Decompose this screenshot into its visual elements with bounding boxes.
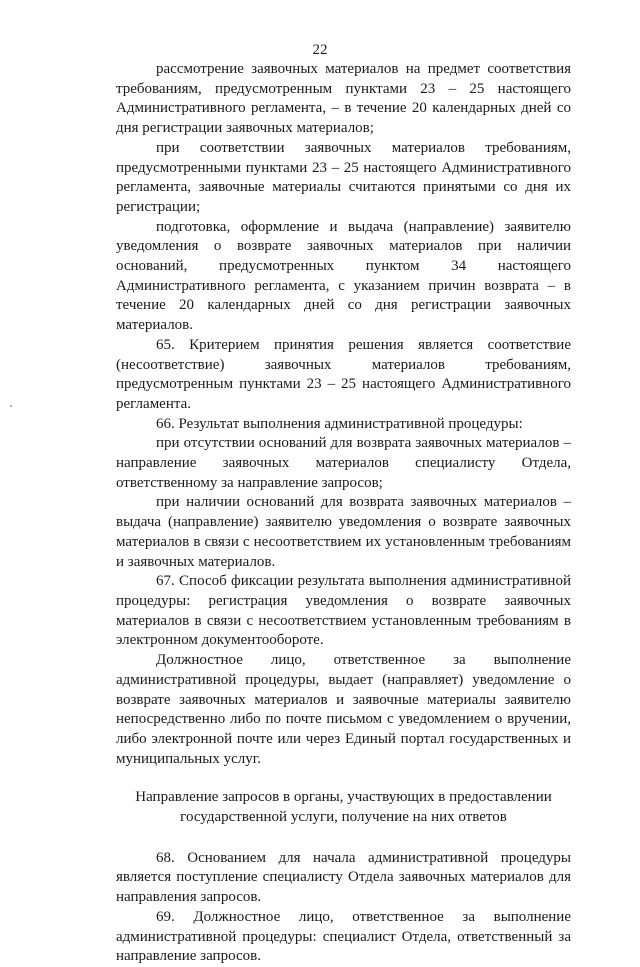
paragraph-review-deadline: рассмотрение заявочных материалов на предмет соответствия требованиям, предусмотренным пунктами 23 – 25 настоящего Административного регламента, – в течение 20 календарных дней со дня регистрации заявочных материалов; <box>116 61 571 137</box>
spacer <box>116 769 571 788</box>
scan-speck <box>10 405 12 407</box>
document-body <box>116 60 571 967</box>
paragraph-68-procedure-basis: 68. Основанием для начала административной процедуры является поступление специалисту Отдела заявочных материалов для направления запросов. <box>116 849 571 906</box>
paragraph-return-grounds: при наличии оснований для возврата заявочных материалов – выдача (направление) заявителю уведомления о возврате заявочных материалов в связи с несоответствием их установленным требованиям и заявочных материалов. <box>116 494 571 570</box>
spacer <box>116 828 571 849</box>
paragraph-materials-accepted: при соответствии заявочных материалов требованиям, предусмотренными пунктами 23 – 25 настоящего Административного регламента, заявочные материалы считаются принятыми со дня их регистрации; <box>116 139 571 215</box>
paragraph-65-decision-criterion: 65. Критерием принятия решения является соответствие (несоответствие) заявочных материалов требованиям, предусмотренным пунктами 23 – 25 настоящего Административного регламента. <box>116 336 571 412</box>
paragraph-66-procedure-result: 66. Результат выполнения административной процедуры: <box>156 415 523 432</box>
paragraph-return-notice: подготовка, оформление и выдача (направление) заявителю уведомления о возврате заявочных материалов при наличии оснований, предусмотренных пунктом 34 настоящего Административного регламента, с указанием причин возврата – в течение 20 календарных дней со дня регистрации заявочных материалов. <box>116 218 571 334</box>
paragraph-responsible-official: Должностное лицо, ответственное за выполнение административной процедуры, выдает (направляет) уведомление о возврате заявочных материалов и заявочные материалы заявителю непосредственно либо по почте письмом с уведомлением о вручении, либо электронной почте или через Единый портал государственных и муниципальных услуг. <box>116 652 571 767</box>
paragraph-67-recording-method: 67. Способ фиксации результата выполнения административной процедуры: регистрация уведомления о возврате заявочных материалов в связи с несоответствием установленным требованиям в электронном документообороте. <box>116 573 571 649</box>
section-heading: Направление запросов в органы, участвующих в предоставлении государственной услуги, получение на них ответов <box>135 789 552 826</box>
page-number: 22 <box>312 42 328 58</box>
paragraph-69-responsible-official: 69. Должностное лицо, ответственное за выполнение административной процедуры: специалист Отдела, ответственный за направление запросов. <box>116 908 571 965</box>
paragraph-no-return-grounds: при отсутствии оснований для возврата заявочных материалов – направление заявочных материалов специалисту Отдела, ответственному за направление запросов; <box>116 435 571 491</box>
